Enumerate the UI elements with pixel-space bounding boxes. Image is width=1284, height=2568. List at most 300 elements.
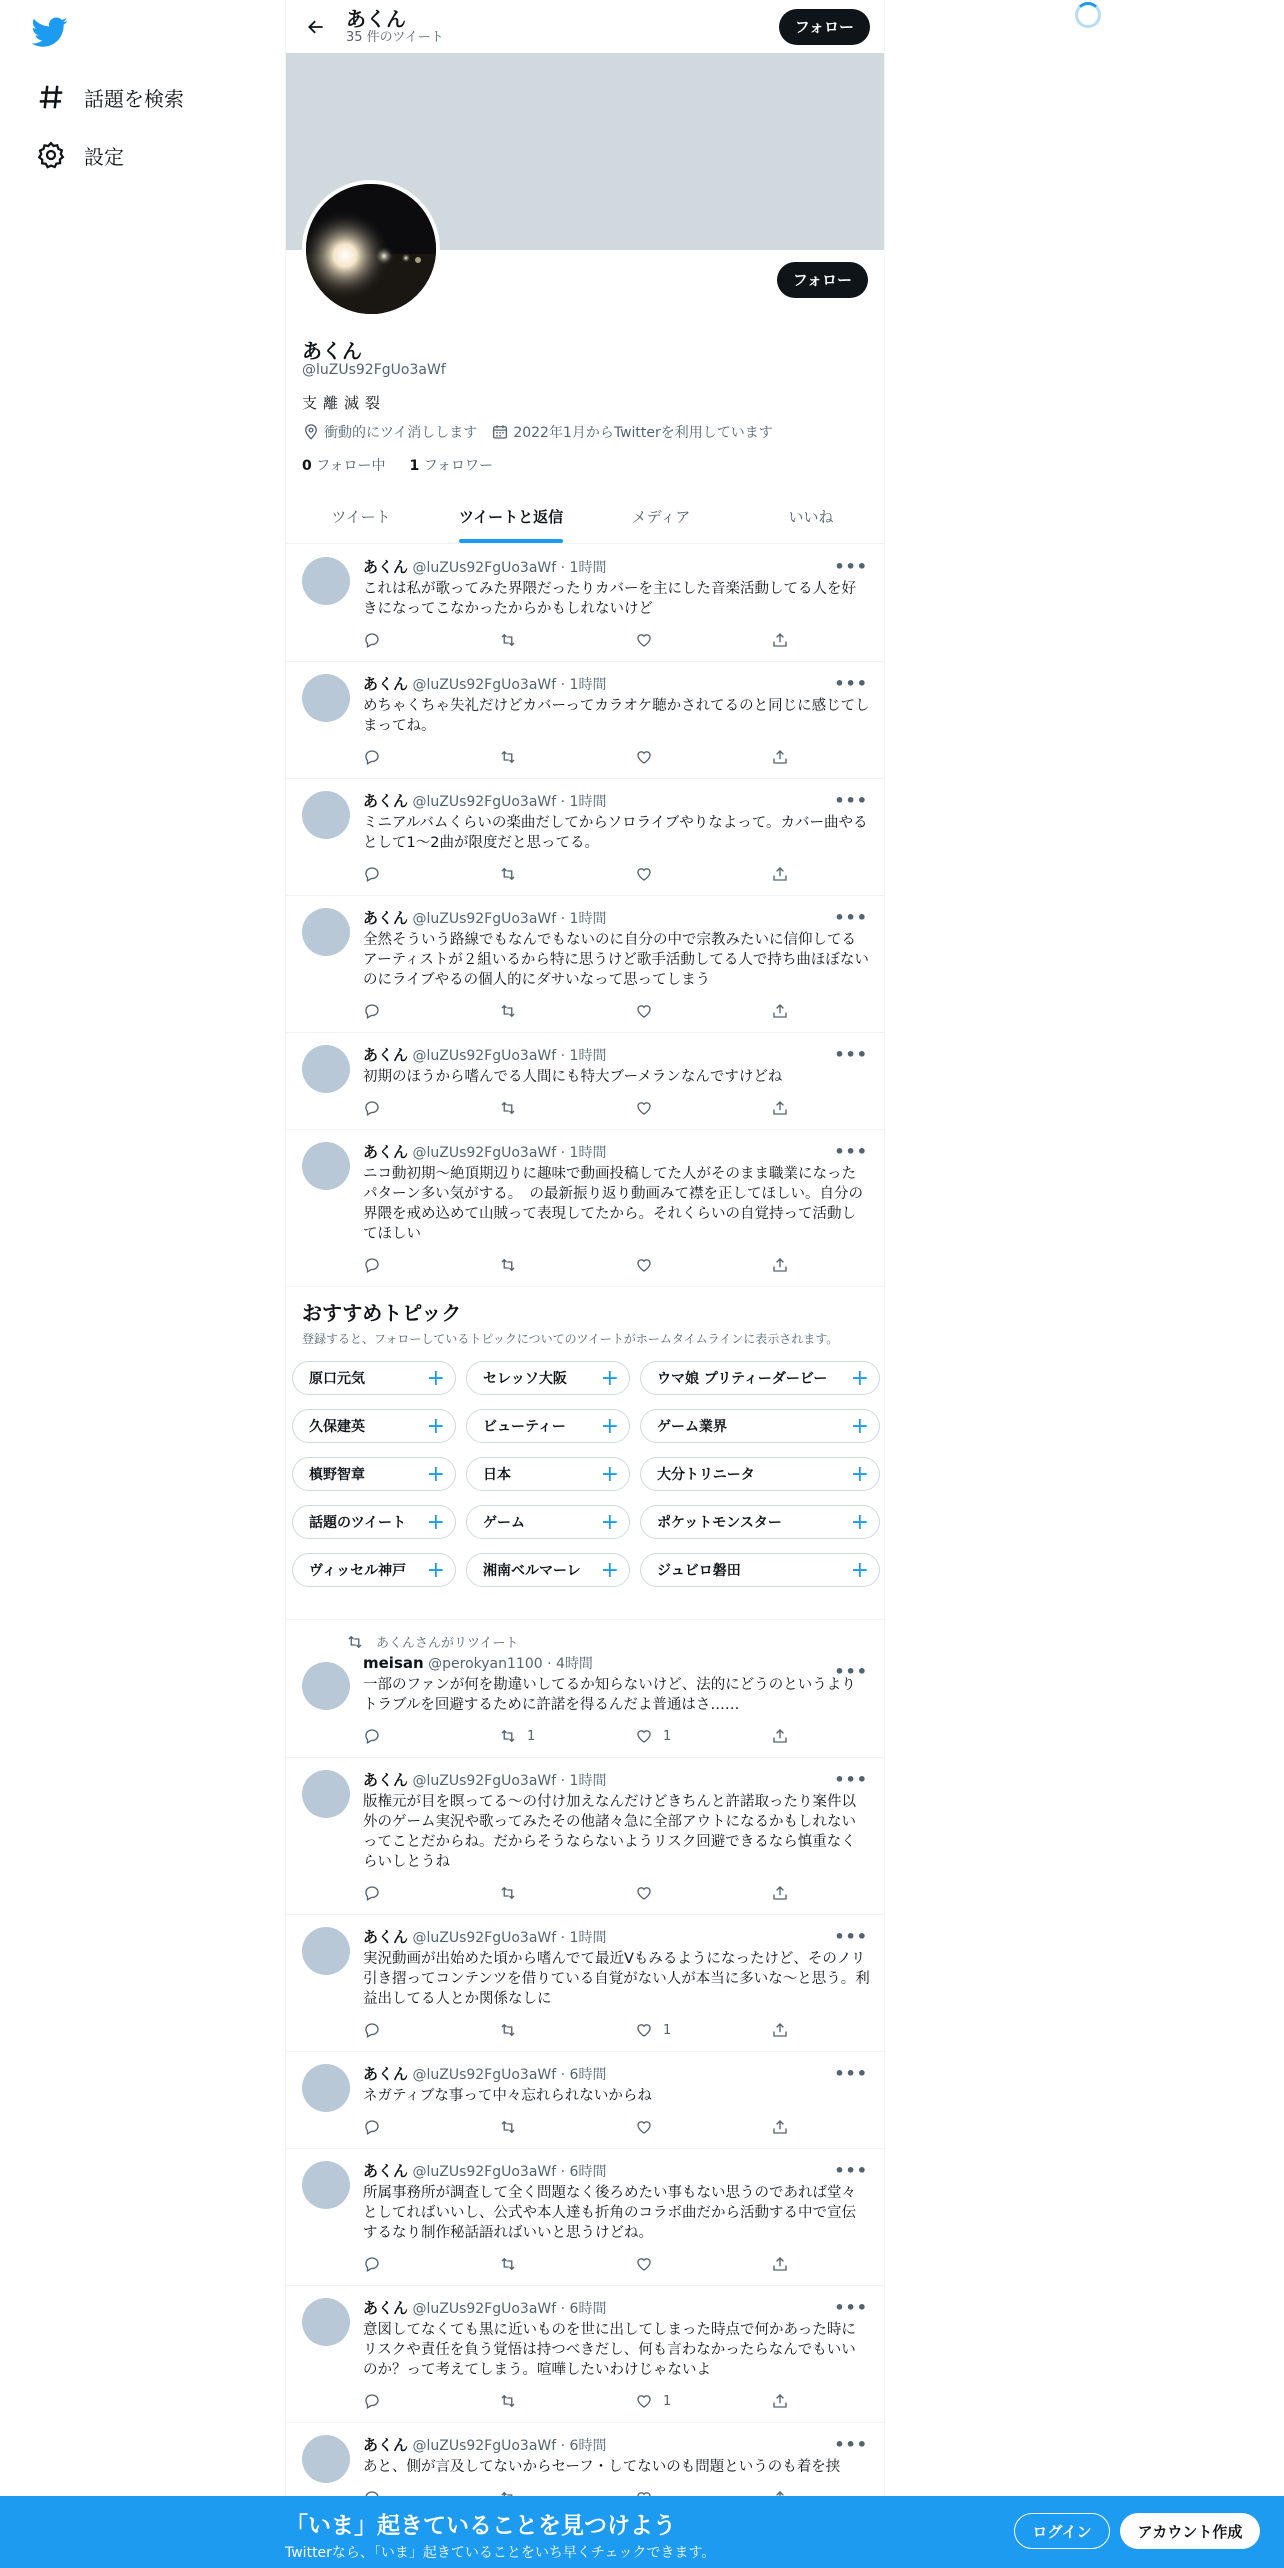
plus-icon[interactable]: + [850, 1509, 869, 1535]
tweet[interactable] [286, 662, 885, 779]
topic-row [292, 1505, 885, 1539]
topic-label: 久保建英 [309, 1419, 365, 1435]
tweet-author-handle[interactable]: @luZUs92FgUo3aWf [412, 911, 557, 927]
profile-column [285, 0, 885, 2568]
avatar[interactable] [302, 2161, 350, 2209]
share-button[interactable] [771, 2118, 799, 2136]
tweet-author-name[interactable]: あくん [363, 909, 409, 927]
topic-chip[interactable] [640, 1409, 880, 1443]
tweet-text: ニコ動初期〜絶頂期辺りに趣味で動画投稿してた人がそのまま職業になったパターン多い気がする。 の最新振り返り動画みて襟を正してほしい。自分の界隈を戒め込めて山賊って表現してたから。それくらいの自覚持って活動してほしい [363, 1166, 863, 1242]
topics-subtitle: 登録すると、フォローしているトピックについてのツイートがホームタイムラインに表示されます。 [302, 1332, 839, 1346]
tweet-header: あくん @luZUs92FgUo3aWf · 6時間 [363, 2162, 607, 2180]
tweet-author-handle[interactable]: @luZUs92FgUo3aWf [412, 1930, 557, 1946]
bottom-bar-title: 「いま」起きていることを見つけよう [285, 2513, 676, 2539]
share-icon [771, 1099, 799, 1117]
heart-icon [635, 1727, 663, 1745]
retweet-button[interactable] [499, 748, 635, 766]
tweet-author-name[interactable]: あくん [363, 558, 409, 576]
header-follow-button[interactable]: フォロー [779, 9, 870, 45]
reply-icon [363, 1727, 391, 1745]
more-options-icon[interactable]: ••• [834, 1927, 868, 1946]
topics-title: おすすめトピック [302, 1301, 462, 1325]
more-options-icon[interactable]: ••• [834, 791, 868, 810]
retweet-icon [499, 1099, 527, 1117]
heart-icon [635, 631, 663, 649]
signup-bottom-bar [0, 2496, 1284, 2568]
profile-avatar[interactable] [302, 180, 440, 318]
heart-icon [635, 2021, 663, 2039]
topic-chip[interactable] [640, 1505, 880, 1539]
tweet-time[interactable]: 6時間 [569, 2438, 607, 2454]
header-name: あくん [346, 6, 406, 31]
tweet-author-name[interactable]: あくん [363, 1771, 409, 1789]
share-icon [771, 631, 799, 649]
tweet-author-name[interactable]: あくん [363, 2299, 409, 2317]
tweet-header: あくん @luZUs92FgUo3aWf · 1時間 [363, 1046, 607, 1064]
retweet-icon [499, 1727, 527, 1745]
avatar[interactable] [302, 2298, 350, 2346]
tweet[interactable] [286, 1130, 885, 1287]
like-button[interactable] [635, 1099, 771, 1117]
tweet[interactable] [286, 545, 885, 662]
heart-icon [635, 2255, 663, 2273]
share-icon [771, 1002, 799, 1020]
nav-item-label: 設定 [84, 144, 124, 169]
more-options-icon[interactable]: ••• [834, 1045, 868, 1064]
retweet-button[interactable] [499, 2392, 635, 2410]
plus-icon[interactable]: + [600, 1413, 619, 1439]
retweet-icon [499, 631, 527, 649]
share-button[interactable] [771, 2392, 799, 2410]
tweet-author-handle[interactable]: @luZUs92FgUo3aWf [412, 1048, 557, 1064]
tweet[interactable] [286, 1915, 885, 2052]
plus-icon[interactable]: + [850, 1413, 869, 1439]
tweet-time[interactable]: 1時間 [569, 911, 607, 927]
topic-label: 日本 [483, 1467, 511, 1483]
share-button[interactable] [771, 1002, 799, 1020]
topic-label: 話題のツイート [309, 1515, 407, 1531]
topic-chip[interactable] [292, 1553, 456, 1587]
topic-row [292, 1409, 885, 1443]
profile-stats [302, 455, 517, 475]
plus-icon[interactable]: + [426, 1509, 445, 1535]
share-button[interactable] [771, 1727, 799, 1745]
like-button[interactable] [635, 1884, 771, 1902]
tweet-text: 意図してなくても黒に近いものを世に出してしまった時点で何かあった時にリスクや責任を負う覚悟は持つべきだし、何も言わなかったらなんでもいいのか？って考えてしまう。喧嘩したいわけじゃないよ [363, 2322, 856, 2378]
retweet-button[interactable] [499, 2118, 635, 2136]
tweet-time[interactable]: 6時間 [569, 2301, 607, 2317]
tweet-time[interactable]: 6時間 [569, 2164, 607, 2180]
reply-button[interactable] [363, 1256, 499, 1274]
like-button[interactable] [635, 2118, 771, 2136]
retweet-icon [499, 1256, 527, 1274]
share-button[interactable] [771, 865, 799, 883]
retweet-button[interactable] [499, 1884, 635, 1902]
retweet-icon [499, 2118, 527, 2136]
like-button[interactable] [635, 2255, 771, 2273]
share-icon [771, 1884, 799, 1902]
twitter-logo-icon[interactable] [32, 14, 68, 50]
reply-button[interactable] [363, 2255, 499, 2273]
timeline [286, 545, 885, 2520]
topic-chip[interactable] [292, 1457, 456, 1491]
tweet[interactable] [286, 896, 885, 1033]
tweet-author-name[interactable]: あくん [363, 1928, 409, 1946]
topic-chip[interactable] [292, 1409, 456, 1443]
tweet-actions [363, 2116, 870, 2138]
reply-button[interactable] [363, 1002, 499, 1020]
nav-item-explore[interactable] [30, 68, 270, 126]
tweet-time[interactable]: 1時間 [569, 1930, 607, 1946]
tweet-header: あくん @luZUs92FgUo3aWf · 1時間 [363, 1771, 607, 1789]
tweet-text: めちゃくちゃ失礼だけどカバーってカラオケ聴かされてるのと同じに感じてしまってね。 [363, 698, 870, 734]
tweet-author-handle[interactable]: @luZUs92FgUo3aWf [412, 2438, 557, 2454]
reply-icon [363, 1002, 391, 1020]
reply-icon [363, 1099, 391, 1117]
tweet-author-handle[interactable]: @luZUs92FgUo3aWf [412, 2164, 557, 2180]
tweet-header: あくん @luZUs92FgUo3aWf · 1時間 [363, 1928, 607, 1946]
topic-label: ビューティー [483, 1419, 566, 1435]
retweet-button[interactable] [499, 865, 635, 883]
share-button[interactable] [771, 2021, 799, 2039]
nav-item-settings[interactable] [30, 126, 270, 184]
profile-follow-button[interactable]: フォロー [777, 262, 868, 298]
plus-icon[interactable]: + [426, 1413, 445, 1439]
retweet-context: あくんさんがリツイート [333, 1632, 870, 1651]
tweet-author-handle[interactable]: @luZUs92FgUo3aWf [412, 560, 557, 576]
back-button[interactable] [298, 9, 334, 45]
tweet-time[interactable]: 4時間 [556, 1656, 593, 1672]
plus-icon[interactable]: + [850, 1461, 869, 1487]
topic-label: ウマ娘 プリティーダービー [657, 1371, 828, 1387]
reply-button[interactable] [363, 865, 499, 883]
tweet-author-handle[interactable]: @luZUs92FgUo3aWf [412, 1773, 557, 1789]
more-options-icon[interactable]: ••• [834, 674, 868, 693]
topic-chip[interactable] [640, 1457, 880, 1491]
retweet-button[interactable] [499, 1002, 635, 1020]
share-icon [771, 1727, 799, 1745]
like-button[interactable] [635, 748, 771, 766]
topic-row [292, 1553, 885, 1587]
profile-meta [302, 422, 773, 442]
avatar[interactable] [302, 674, 350, 722]
tweet-actions [363, 1254, 870, 1276]
topic-label: ヴィッセル神戸 [309, 1563, 407, 1579]
topic-chip[interactable] [466, 1553, 630, 1587]
tweet-author-name[interactable]: あくん [363, 1046, 409, 1064]
retweet-icon [499, 1884, 527, 1902]
heart-icon [635, 865, 663, 883]
plus-icon[interactable]: + [426, 1557, 445, 1583]
topic-label: 大分トリニータ [657, 1467, 755, 1483]
tweet-text: ミニアルバムくらいの楽曲だしてからソロライブやりなよって。カバー曲やるとして1〜2曲が限度だと思ってる。 [363, 815, 868, 851]
arrow-left-icon [306, 17, 326, 37]
like-button[interactable] [635, 865, 771, 883]
tweet-text: 一部のファンが何を勘違いしてるか知らないけど、法的にどうのというよりトラブルを回避するために許諾を得るんだよ普通はさ…… [363, 1677, 856, 1713]
reply-icon [363, 2392, 391, 2410]
tweet-author-name[interactable]: あくん [363, 2065, 409, 2083]
topic-chip[interactable] [466, 1409, 630, 1443]
plus-icon[interactable]: + [426, 1365, 445, 1391]
tweet-actions [363, 1000, 870, 1022]
tweet-author-handle[interactable]: @luZUs92FgUo3aWf [412, 2067, 557, 2083]
topic-row [292, 1457, 885, 1491]
hashtag-icon [36, 82, 66, 112]
heart-icon [635, 2118, 663, 2136]
settings-icon [36, 140, 66, 170]
retweet-icon [499, 1002, 527, 1020]
like-button[interactable] [635, 1002, 771, 1020]
plus-icon[interactable]: + [426, 1461, 445, 1487]
tweet-author-name[interactable]: あくん [363, 792, 409, 810]
profile-name: あくん [302, 339, 362, 363]
avatar[interactable] [302, 908, 350, 956]
heart-icon [635, 1884, 663, 1902]
tweet-author-name[interactable]: あくん [363, 2162, 409, 2180]
tab-tweets[interactable]: ツイート [331, 508, 391, 526]
avatar[interactable] [302, 557, 350, 605]
plus-icon[interactable]: + [600, 1509, 619, 1535]
topic-row [292, 1361, 885, 1395]
tweet-actions [363, 2390, 870, 2412]
reply-button[interactable] [363, 1884, 499, 1902]
reply-button[interactable] [363, 2392, 499, 2410]
share-button[interactable] [771, 1256, 799, 1274]
tweet-actions [363, 2019, 870, 2041]
more-options-icon[interactable]: ••• [834, 2064, 868, 2083]
retweet-icon [499, 2021, 527, 2039]
tweet-header: あくん @luZUs92FgUo3aWf · 1時間 [363, 558, 607, 576]
like-button[interactable] [635, 1256, 771, 1274]
reply-icon [363, 1256, 391, 1274]
retweet-icon [499, 2392, 527, 2410]
followers-link[interactable]: 1 フォロワー [409, 458, 494, 474]
tweet-text: 初期のほうから嗜んでる人間にも特大ブーメランなんですけどね [363, 1069, 783, 1085]
topic-chip[interactable] [466, 1361, 630, 1395]
share-icon [771, 2392, 799, 2410]
retweet-icon [499, 2255, 527, 2273]
heart-icon [635, 748, 663, 766]
retweet-icon [499, 748, 527, 766]
tweet-time[interactable]: 1時間 [569, 1145, 607, 1161]
avatar[interactable] [302, 1662, 350, 1710]
more-options-icon[interactable]: ••• [834, 557, 868, 576]
tweet-actions [363, 1097, 870, 1119]
tweet-author-handle[interactable]: @luZUs92FgUo3aWf [412, 794, 557, 810]
following-link[interactable]: 0 フォロー中 [302, 458, 386, 474]
reply-icon [363, 2021, 391, 2039]
signup-button[interactable]: アカウント作成 [1120, 2513, 1260, 2549]
profile-tabs [286, 490, 885, 544]
tweet-actions [363, 629, 870, 651]
tweet-actions [363, 1882, 870, 1904]
tweet-time[interactable]: 1時間 [569, 560, 607, 576]
reply-icon [363, 748, 391, 766]
profile-handle: @luZUs92FgUo3aWf [302, 362, 446, 378]
left-nav [30, 10, 270, 184]
tweet[interactable] [286, 2149, 885, 2286]
tweet-actions [363, 746, 870, 768]
tweet-time[interactable]: 1時間 [569, 794, 607, 810]
retweet-button[interactable]: 1 [499, 1727, 635, 1745]
tab-tweets-and-replies[interactable]: ツイートと返信 [436, 490, 586, 543]
reply-icon [363, 1884, 391, 1902]
plus-icon[interactable]: + [600, 1461, 619, 1487]
share-button[interactable] [771, 2255, 799, 2273]
share-button[interactable] [771, 631, 799, 649]
share-icon [771, 2118, 799, 2136]
calendar-icon [491, 423, 509, 441]
more-options-icon[interactable]: ••• [834, 908, 868, 927]
tweet-author-name[interactable]: あくん [363, 2436, 409, 2454]
tweet-time[interactable]: 6時間 [569, 2067, 607, 2083]
share-button[interactable] [771, 748, 799, 766]
tweet-actions [363, 2253, 870, 2275]
topic-label: ゲーム業界 [657, 1419, 727, 1435]
topic-chip[interactable] [292, 1361, 456, 1395]
avatar[interactable] [302, 2064, 350, 2112]
tweet-author-name[interactable]: meisan [363, 1654, 424, 1672]
topic-chip[interactable] [640, 1361, 880, 1395]
share-icon [771, 1256, 799, 1274]
more-options-icon[interactable]: ••• [834, 2161, 868, 2180]
tweet-text: これは私が歌ってみた界隈だったりカバーを主にした音楽活動してる人を好きになってこなかったからかもしれないけど [363, 581, 856, 617]
retweet-button[interactable] [499, 1256, 635, 1274]
tweet-text: 版権元が目を瞑ってる〜の付け加えなんだけどきちんと許諾取ったり案件以外のゲーム実況や歌ってみたその他諸々急に全部アウトになるかもしれないってことだからね。だからそうならないようリスク回避できるなら慎重なくらいしとうね [363, 1794, 856, 1870]
avatar[interactable] [302, 2435, 350, 2483]
retweet-icon [333, 1633, 376, 1651]
retweet-button[interactable] [499, 1099, 635, 1117]
plus-icon[interactable]: + [850, 1557, 869, 1583]
share-icon [771, 748, 799, 766]
tweet-author-handle[interactable]: @luZUs92FgUo3aWf [412, 1145, 557, 1161]
like-button[interactable]: 1 [635, 2392, 771, 2410]
tweet-header: あくん @luZUs92FgUo3aWf · 6時間 [363, 2299, 607, 2317]
retweet-button[interactable] [499, 2255, 635, 2273]
tweet-time[interactable]: 1時間 [569, 1048, 607, 1064]
reply-button[interactable] [363, 1099, 499, 1117]
topic-label: ポケットモンスター [657, 1515, 782, 1531]
reply-button[interactable] [363, 631, 499, 649]
topic-label: 槙野智章 [309, 1467, 365, 1483]
profile-location: 衝動的にツイ消しします [324, 425, 478, 441]
nav-item-label: 話題を検索 [84, 86, 184, 111]
avatar[interactable] [302, 1770, 350, 1818]
heart-icon [635, 1099, 663, 1117]
like-button[interactable] [635, 631, 771, 649]
header-tweet-count: 35 件のツイート [346, 29, 444, 45]
tweet-author-name[interactable]: あくん [363, 675, 409, 693]
heart-icon [635, 2392, 663, 2410]
more-options-icon[interactable]: ••• [834, 2435, 868, 2454]
more-options-icon[interactable]: ••• [834, 1662, 868, 1681]
share-button[interactable] [771, 1099, 799, 1117]
like-button[interactable]: 1 [635, 1727, 771, 1745]
tweet-header: あくん @luZUs92FgUo3aWf · 1時間 [363, 792, 607, 810]
plus-icon[interactable]: + [850, 1365, 869, 1391]
retweet-icon [499, 865, 527, 883]
tweet-text: 実況動画が出始めた頃から嗜んでて最近Vもみるようになったけど、そのノリ引き摺ってコンテンツを借りている自覚がない人が本当に多いな〜と思う。利益出してる人とか関係なしに [363, 1951, 870, 2007]
tweet-text: 全然そういう路線でもなんでもないのに自分の中で宗教みたいに信仰してるアーティストが２組いるから特に思うけど歌手活動してる人で持ち曲ほぼないのにライブやるの個人的にダサいなって思ってしまう [363, 932, 869, 988]
more-options-icon[interactable]: ••• [834, 1142, 868, 1161]
location-icon [302, 423, 320, 441]
tweet[interactable] [286, 1620, 885, 1758]
tweet-header: あくん @luZUs92FgUo3aWf · 1時間 [363, 1143, 607, 1161]
topic-label: セレッソ大阪 [483, 1371, 567, 1387]
tweet-actions [363, 863, 870, 885]
profile-joined: 2022年1月からTwitterを利用しています [513, 425, 773, 441]
login-button[interactable]: ログイン [1014, 2513, 1110, 2549]
reply-icon [363, 865, 391, 883]
tab-media[interactable]: メディア [631, 508, 691, 526]
profile-header-bar [286, 0, 885, 53]
tweet-text: あと、側が言及してないからセーフ・してないのも問題というのも着を挟 [363, 2459, 841, 2475]
plus-icon[interactable]: + [600, 1557, 619, 1583]
reply-icon [363, 2255, 391, 2273]
tweet-time[interactable]: 1時間 [569, 677, 607, 693]
tweet[interactable] [286, 2286, 885, 2423]
more-options-icon[interactable]: ••• [834, 1770, 868, 1789]
tweet-author-handle[interactable]: @perokyan1100 [428, 1656, 543, 1672]
avatar[interactable] [302, 1045, 350, 1093]
tweet-author-handle[interactable]: @luZUs92FgUo3aWf [412, 677, 557, 693]
topic-label: 原口元気 [309, 1371, 365, 1387]
reply-icon [363, 631, 391, 649]
heart-icon [635, 1256, 663, 1274]
tweet[interactable] [286, 1758, 885, 1915]
tweet[interactable] [286, 779, 885, 896]
reply-icon [363, 2118, 391, 2136]
avatar[interactable] [302, 1927, 350, 1975]
topic-label: ゲーム [483, 1515, 525, 1531]
tweet-author-handle[interactable]: @luZUs92FgUo3aWf [412, 2301, 557, 2317]
heart-icon [635, 1002, 663, 1020]
tweet-author-name[interactable]: あくん [363, 1143, 409, 1161]
avatar[interactable] [302, 1142, 350, 1190]
reply-button[interactable] [363, 2118, 499, 2136]
reply-button[interactable] [363, 2021, 499, 2039]
loading-spinner-icon [1075, 2, 1101, 28]
topic-chip[interactable] [640, 1553, 880, 1587]
topic-chip[interactable] [466, 1505, 630, 1539]
share-icon [771, 2021, 799, 2039]
tweet-text: ネガティブな事って中々忘れられないからね [363, 2088, 652, 2104]
topic-label: 湘南ベルマーレ [483, 1563, 581, 1579]
tweet-time[interactable]: 1時間 [569, 1773, 607, 1789]
like-button[interactable]: 1 [635, 2021, 771, 2039]
reply-button[interactable] [363, 748, 499, 766]
tweet[interactable] [286, 1033, 885, 1130]
retweet-button[interactable] [499, 631, 635, 649]
tweet-header: あくん @luZUs92FgUo3aWf · 1時間 [363, 675, 607, 693]
retweet-button[interactable] [499, 2021, 635, 2039]
plus-icon[interactable]: + [600, 1365, 619, 1391]
tweet-actions [363, 1725, 870, 1747]
bottom-bar-subtitle: Twitterなら、「いま」起きていることをいち早くチェックできます。 [285, 2545, 716, 2561]
tab-likes[interactable]: いいね [788, 508, 834, 526]
tweet[interactable] [286, 2052, 885, 2149]
reply-button[interactable] [363, 1727, 499, 1745]
topic-label: ジュビロ磐田 [657, 1563, 741, 1579]
topic-chip[interactable] [292, 1505, 456, 1539]
tweet-text: 所属事務所が調査して全く問題なく後ろめたい事もない思うのであれば堂々としてればいいし、公式や本人達も折角のコラボ曲だから活動する中で宣伝するなり制作秘話語ればいいと思うけどね。 [363, 2185, 856, 2241]
more-options-icon[interactable]: ••• [834, 2298, 868, 2317]
tweet-header: あくん @luZUs92FgUo3aWf · 6時間 [363, 2065, 607, 2083]
avatar[interactable] [302, 791, 350, 839]
share-button[interactable] [771, 1884, 799, 1902]
topic-chip[interactable] [466, 1457, 630, 1491]
share-icon [771, 2255, 799, 2273]
